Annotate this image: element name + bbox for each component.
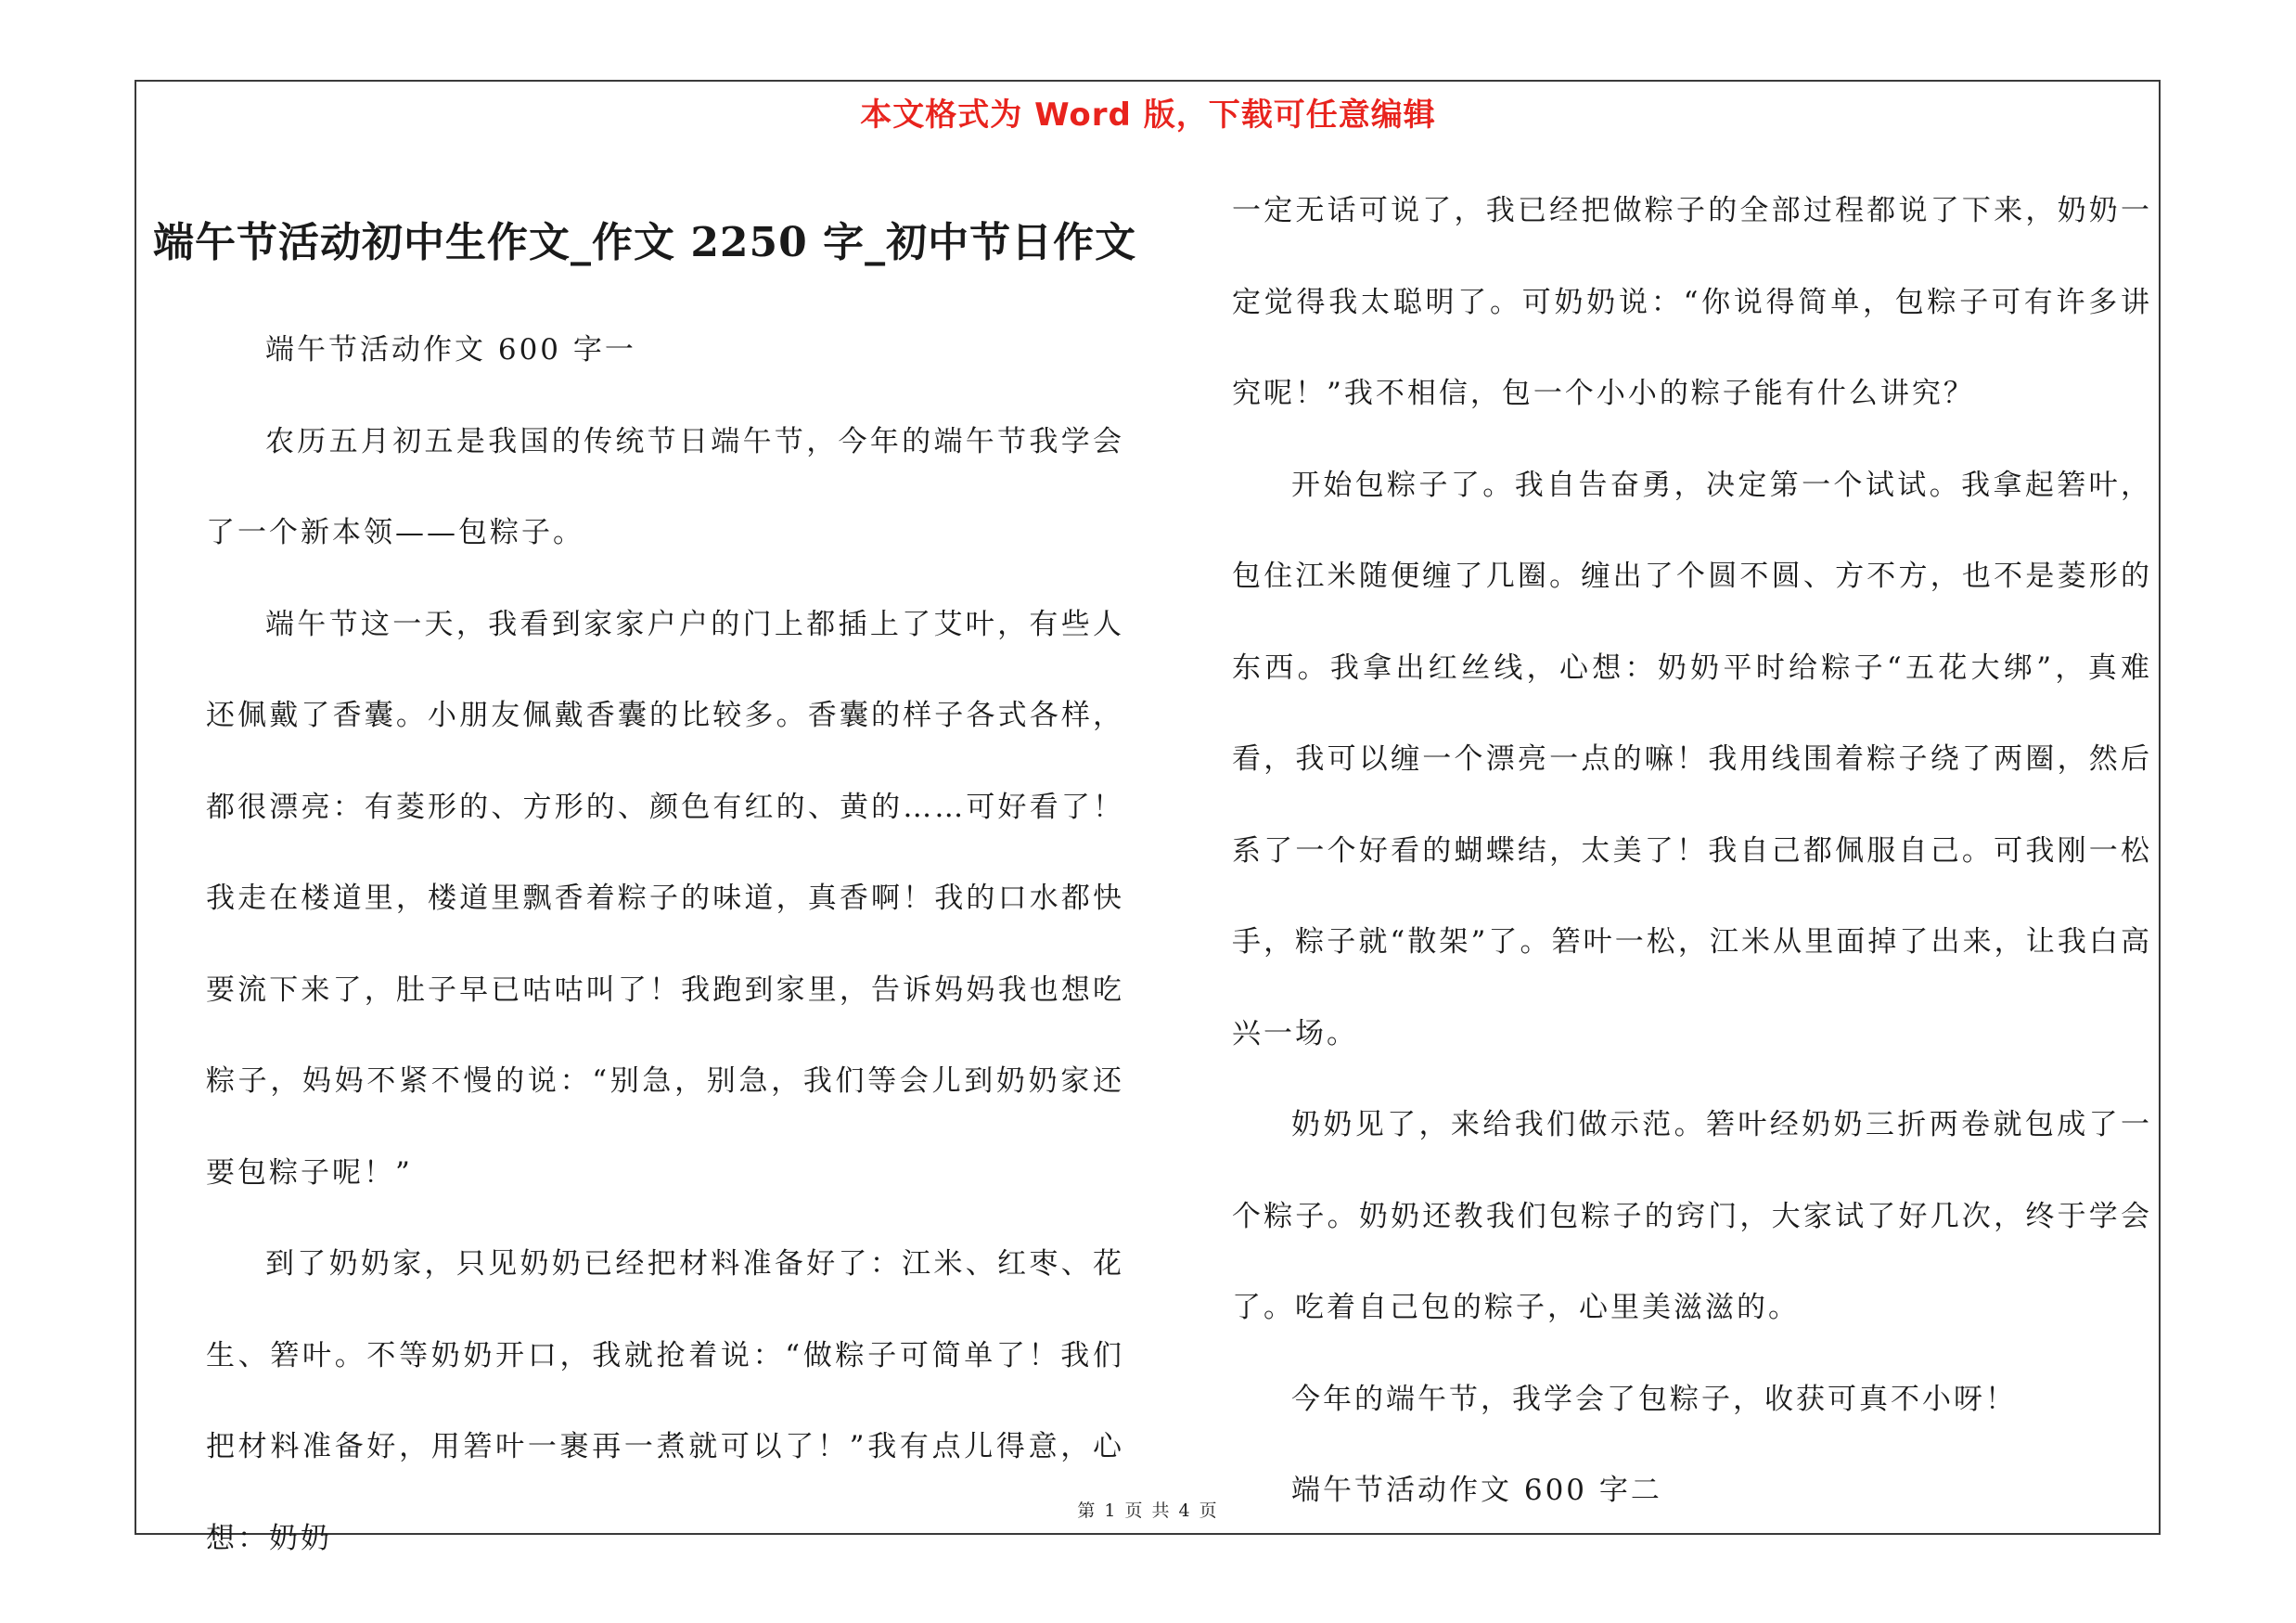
paragraph: 农历五月初五是我国的传统节日端午节，今年的端午节我学会了一个新本领——包粽子。: [206, 424, 1124, 549]
paragraph-continued: 一定无话可说了，我已经把做粽子的全部过程都说了下来，奶奶一定觉得我太聪明了。可奶奶说：“你说得简单，包粽子可有许多讲究呢！”我不相信，包一个小小的粽子能有什么讲究？: [1232, 194, 2152, 410]
paragraph: 端午节活动作文 600 字一: [265, 333, 636, 367]
left-column: [206, 304, 1124, 1584]
paragraph: 到了奶奶家，只见奶奶已经把材料准备好了：江米、红枣、花生、箬叶。不等奶奶开口，我就抢着说：“做粽子可简单了！我们把材料准备好，用箬叶一裹再一煮就可以了！”我有点儿得意，心想：奶奶: [206, 1247, 1124, 1555]
paragraph: 今年的端午节，我学会了包粽子，收获可真不小呀！: [1291, 1382, 2017, 1416]
document-title: 端午节活动初中生作文_作文 2250 字_初中节日作文: [153, 219, 1137, 266]
format-banner: 本文格式为 Word 版，下载可任意编辑: [860, 97, 1436, 134]
paragraph: 奶奶见了，来给我们做示范。箬叶经奶奶三折两卷就包成了一个粽子。奶奶还教我们包粽子的窍门，大家试了好几次，终于学会了。吃着自己包的粽子，心里美滋滋的。: [1232, 1108, 2152, 1324]
paragraph: 端午节这一天，我看到家家户户的门上都插上了艾叶，有些人还佩戴了香囊。小朋友佩戴香囊的比较多。香囊的样子各式各样，都很漂亮：有菱形的、方形的、颜色有红的、黄的……可好看了！我走在楼道里，楼道里飘香着粽子的味道，真香啊！我的口水都快要流下来了，肚子早已咕咕叫了！我跑到家里，告诉妈妈我也想吃粽子，妈妈不紧不慢的说：“别急，别急，我们等会儿到奶奶家还要包粽子呢！”: [206, 607, 1124, 1190]
paragraph: 开始包粽子了。我自告奋勇，决定第一个试试。我拿起箬叶，包住江米随便缠了几圈。缠出了个圆不圆、方不方，也不是菱形的东西。我拿出红丝线，心想：奶奶平时给粽子“五花大绑”，真难看，我可以缠一个漂亮一点的嘛！我用线围着粽子绕了两圈，然后系了一个好看的蝴蝶结，太美了！我自己都佩服自己。可我刚一松手，粽子就“散架”了。箬叶一松，江米从里面掉了出来，让我白高兴一场。: [1232, 468, 2152, 1050]
page-number-footer: 第 1 页 共 4 页: [1077, 1501, 1219, 1521]
right-column: [1232, 165, 2152, 1537]
paragraph: 端午节活动作文 600 字二: [1291, 1474, 1662, 1507]
